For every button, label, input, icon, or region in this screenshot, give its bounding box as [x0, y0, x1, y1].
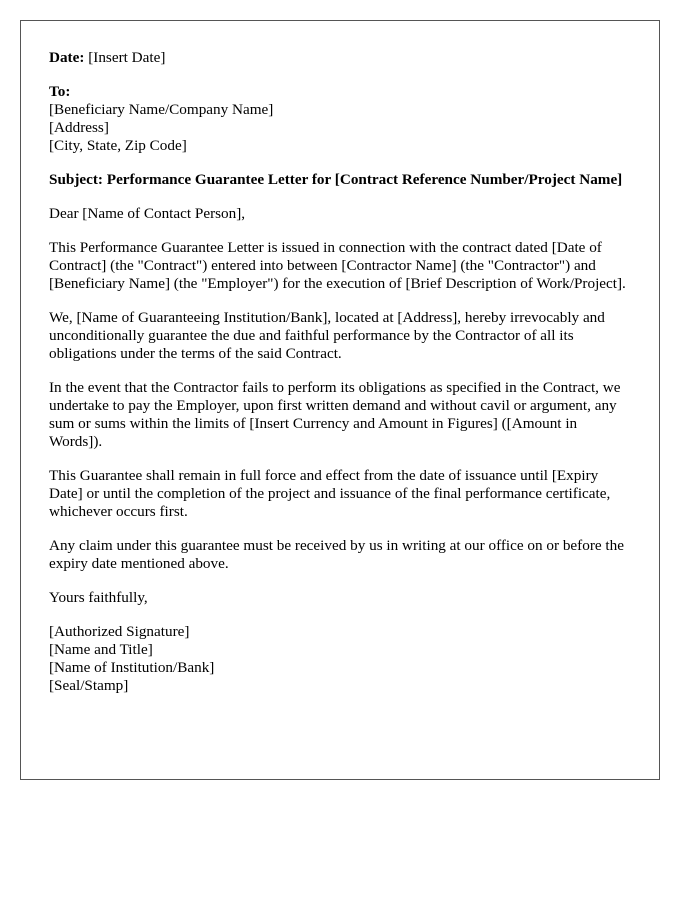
- authorized-signature: [Authorized Signature]: [49, 623, 190, 640]
- recipient-city-state-zip: [City, State, Zip Code]: [49, 137, 187, 154]
- paragraph-guarantee-statement: We, [Name of Guaranteeing Institution/Bank], located at [Address], hereby irrevocably and unconditionally guarantee the due and faithful performance by the Contractor of all its obligations under the terms of the said Contract.: [49, 309, 605, 362]
- recipient-label: To:: [49, 83, 71, 100]
- date-label: Date:: [49, 49, 85, 66]
- closing: Yours faithfully,: [49, 589, 148, 606]
- recipient-address: [Address]: [49, 119, 109, 136]
- guarantee-letter: [20, 20, 660, 780]
- paragraph-validity-period: This Guarantee shall remain in full force and effect from the date of issuance until [Expiry Date] or until the completion of the project and issuance of the final performance certificate, whichever occurs first.: [49, 467, 611, 520]
- date-line: [49, 49, 631, 67]
- paragraph-contract-reference: This Performance Guarantee Letter is issued in connection with the contract dated [Date of Contract] (the "Contract") entered into between [Contractor Name] (the "Contractor") and [Beneficiary Name] (the "Employer") for the execution of [Brief Description of Work/Project].: [49, 239, 626, 292]
- name-and-title: [Name and Title]: [49, 641, 153, 658]
- subject-line: Subject: Performance Guarantee Letter for [Contract Reference Number/Project Name]: [49, 171, 623, 188]
- paragraph-payment-undertaking: In the event that the Contractor fails to perform its obligations as specified in the Contract, we undertake to pay the Employer, upon first written demand and without cavil or argument, any sum or sums within the limits of [Insert Currency and Amount in Figures] ([Amount in Words]).: [49, 379, 621, 450]
- seal-stamp: [Seal/Stamp]: [49, 677, 129, 694]
- institution-name: [Name of Institution/Bank]: [49, 659, 215, 676]
- paragraph-claim-conditions: Any claim under this guarantee must be received by us in writing at our office on or before the expiry date mentioned above.: [49, 537, 624, 572]
- salutation: Dear [Name of Contact Person],: [49, 205, 246, 222]
- signature-block: [49, 623, 631, 695]
- date-value: [Insert Date]: [84, 49, 166, 66]
- recipient-name: [Beneficiary Name/Company Name]: [49, 101, 274, 118]
- recipient-block: [49, 83, 631, 155]
